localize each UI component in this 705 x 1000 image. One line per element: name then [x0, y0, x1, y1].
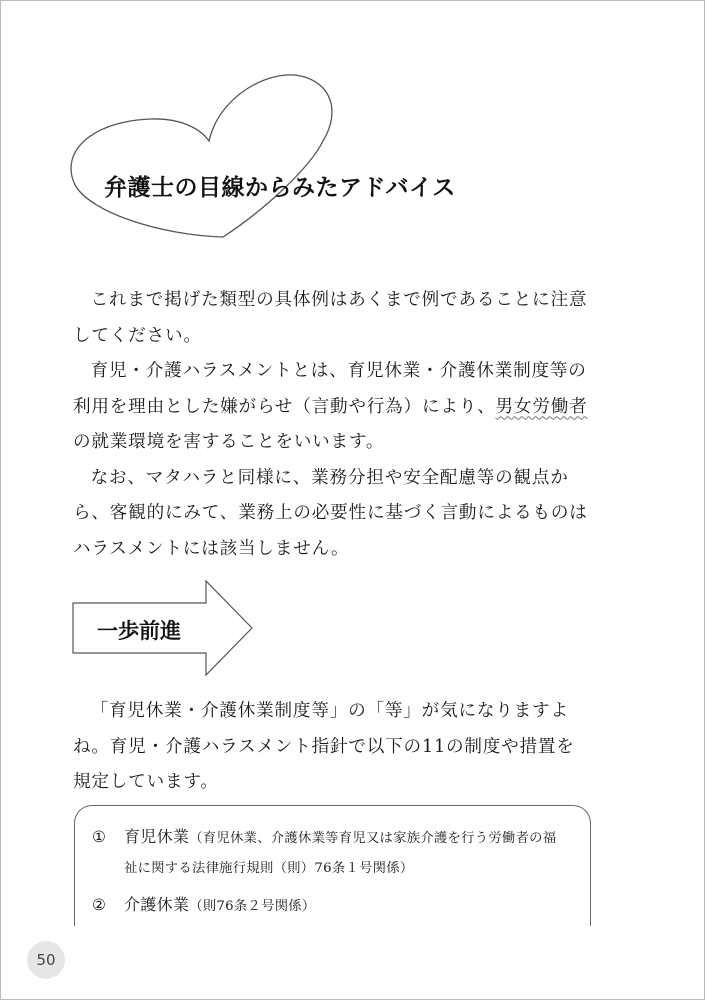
- paragraph: これまで掲げた類型の具体例はあくまで例であることに注意してください。: [73, 290, 588, 346]
- measures-box: [74, 805, 591, 926]
- emphasized-term: 男女労働者: [495, 396, 588, 417]
- item-note: （則76条２号関係）: [189, 899, 316, 914]
- paragraph: 「育児休業・介護休業制度等」の「等」が気になりますよね。育児・介護ハラスメント指針で以下の11の制度や措置を規定しています。: [73, 701, 575, 792]
- step-forward-body: [73, 694, 593, 801]
- page-number: 50: [27, 941, 65, 979]
- item-note-continued: 祉に関する法律施行規則（則）76条１号関係）: [124, 861, 414, 876]
- step-forward-label: 一歩前進: [97, 619, 181, 643]
- item-number: ①: [92, 828, 107, 846]
- paragraph: 育児・介護ハラスメントとは、育児休業・介護休業制度等の利用を理由とした嫌がらせ（言動や行為）により、男女労働者の就業環境を害することをいいます。: [73, 361, 588, 452]
- arrow-banner: [1, 1, 705, 701]
- item-title: 育児休業: [124, 827, 190, 846]
- item-note: （育児休業、介護休業等育児又は家族介護を行う労働者の福: [189, 831, 557, 846]
- list-item: [92, 892, 316, 915]
- section-heading: 弁護士の目線からみたアドバイス: [104, 175, 456, 201]
- item-number: ②: [92, 896, 107, 914]
- list-item: [92, 824, 556, 847]
- item-title: 介護休業: [124, 895, 190, 914]
- paragraph: なお、マタハラと同様に、業務分担や安全配慮等の観点から、客観的にみて、業務上の必要性に基づく言動によるものはハラスメントには該当しません。: [73, 467, 588, 559]
